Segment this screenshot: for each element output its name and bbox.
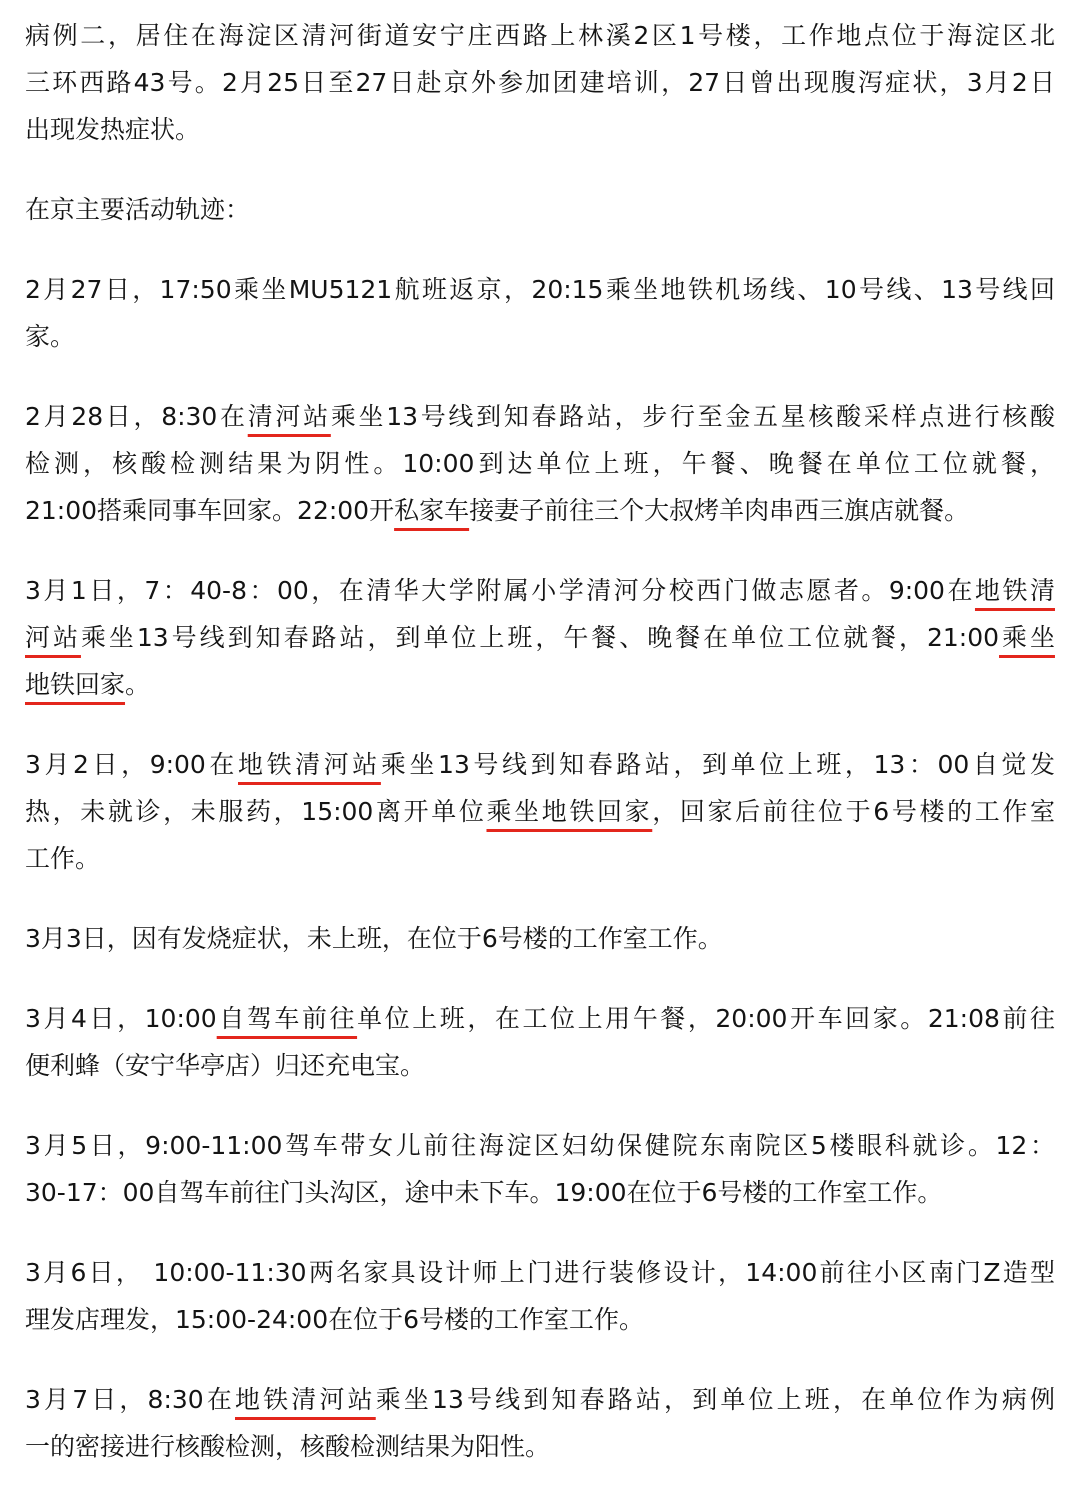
text-segment: 。: [125, 670, 151, 699]
text-line: [25, 313, 1055, 360]
text-segment: 21:00搭乘同事车回家。22:00开: [25, 496, 395, 525]
paragraph: [25, 995, 1055, 1089]
text-segment: 乘坐13号线到知春路站，步行至金五星核酸采样点进行核酸: [330, 402, 1055, 431]
text-line: [25, 487, 1055, 534]
underlined-highlight: 地铁清: [974, 576, 1055, 605]
underlined-highlight: 乘坐地铁回家: [486, 797, 653, 826]
text-segment: 乘坐13号线到知春路站，到单位上班，在单位作为病例: [375, 1385, 1055, 1414]
text-segment: 热，未就诊，未服药，15:00离开单位: [25, 797, 487, 826]
text-line: [25, 995, 1055, 1042]
text-line: [25, 567, 1055, 614]
text-line: [25, 614, 1055, 661]
text-segment: 理发店理发，15:00-24:00在位于6号楼的工作室工作。: [25, 1305, 645, 1334]
text-segment: 3月2日，9:00在: [25, 750, 238, 779]
paragraph: [25, 567, 1055, 708]
paragraph: [25, 1122, 1055, 1216]
text-line: [25, 915, 1055, 962]
text-segment: 接妻子前往三个大叔烤羊肉串西三旗店就餐。: [469, 496, 970, 525]
text-line: [25, 1423, 1055, 1470]
paragraph: [25, 12, 1055, 153]
paragraph: [25, 741, 1055, 882]
text-line: [25, 1296, 1055, 1343]
underlined-highlight: 地铁回家: [25, 670, 126, 699]
paragraph: [25, 915, 1055, 962]
text-segment: 在京主要活动轨迹：: [25, 195, 251, 224]
text-segment: 3月3日，因有发烧症状，未上班，在位于6号楼的工作室工作。: [25, 924, 723, 953]
text-segment: 30-17：00自驾车前往门头沟区，途中未下车。19:00在位于6号楼的工作室工作。: [25, 1178, 943, 1207]
text-line: [25, 661, 1055, 708]
text-line: [25, 440, 1055, 487]
text-line: [25, 186, 1055, 233]
text-line: [25, 106, 1055, 153]
paragraph: [25, 186, 1055, 233]
text-line: [25, 266, 1055, 313]
text-segment: 3月5日，9:00-11:00驾车带女儿前往海淀区妇幼保健院东南院区5楼眼科就诊。12：: [25, 1131, 1055, 1160]
text-segment: 出现发热症状。: [25, 115, 201, 144]
text-line: [25, 1169, 1055, 1216]
text-segment: 便利蜂（安宁华亭店）归还充电宝。: [25, 1051, 426, 1080]
text-segment: 2月28日，8:30在: [25, 402, 248, 431]
underlined-highlight: 河站: [25, 623, 81, 652]
text-line: [25, 59, 1055, 106]
paragraph: [25, 1376, 1055, 1470]
text-segment: 病例二，居住在海淀区清河街道安宁庄西路上林溪2区1号楼，工作地点位于海淀区北: [25, 21, 1055, 50]
text-segment: 检测，核酸检测结果为阴性。10:00到达单位上班，午餐、晚餐在单位工位就餐，: [25, 449, 1055, 478]
text-line: [25, 393, 1055, 440]
text-line: [25, 12, 1055, 59]
text-line: [25, 1122, 1055, 1169]
text-line: [25, 1376, 1055, 1423]
text-segment: 2月27日，17:50乘坐MU5121航班返京，20:15乘坐地铁机场线、10号线、13号线回: [25, 275, 1055, 304]
underlined-highlight: 乘坐: [999, 623, 1055, 652]
paragraph: [25, 1249, 1055, 1343]
text-segment: 单位上班，在工位上用午餐，20:00开车回家。21:08前往: [357, 1004, 1056, 1033]
text-segment: 3月1日，7：40-8：00，在清华大学附属小学清河分校西门做志愿者。9:00在: [25, 576, 975, 605]
paragraph: [25, 393, 1055, 534]
text-line: [25, 741, 1055, 788]
text-segment: 3月4日，10:00: [25, 1004, 217, 1033]
text-line: [25, 788, 1055, 835]
text-segment: ，回家后前往位于6号楼的工作室: [652, 797, 1055, 826]
underlined-highlight: 地铁清河站: [238, 750, 381, 779]
paragraph: [25, 266, 1055, 360]
text-segment: 一的密接进行核酸检测，核酸检测结果为阳性。: [25, 1432, 551, 1461]
underlined-highlight: 自驾车前往: [216, 1004, 358, 1033]
text-segment: 家。: [25, 322, 76, 351]
case-report-document: [25, 12, 1055, 1503]
text-segment: 三环西路43号。2月25日至27日赴京外参加团建培训，27日曾出现腹泻症状，3月2日: [25, 68, 1055, 97]
text-segment: 乘坐13号线到知春路站，到单位上班，13：00自觉发: [380, 750, 1056, 779]
underlined-highlight: 私家车: [394, 496, 470, 525]
text-line: [25, 1249, 1055, 1296]
text-line: [25, 835, 1055, 882]
text-segment: 工作。: [25, 844, 101, 873]
text-segment: 乘坐13号线到知春路站，到单位上班，午餐、晚餐在单位工位就餐，21:00: [80, 623, 1000, 652]
text-segment: 3月6日， 10:00-11:30两名家具设计师上门进行装修设计，14:00前往小区南门Z造型: [25, 1258, 1055, 1287]
text-line: [25, 1042, 1055, 1089]
underlined-highlight: 清河站: [247, 402, 331, 431]
text-segment: 3月7日，8:30在: [25, 1385, 235, 1414]
underlined-highlight: 地铁清河站: [235, 1385, 376, 1414]
